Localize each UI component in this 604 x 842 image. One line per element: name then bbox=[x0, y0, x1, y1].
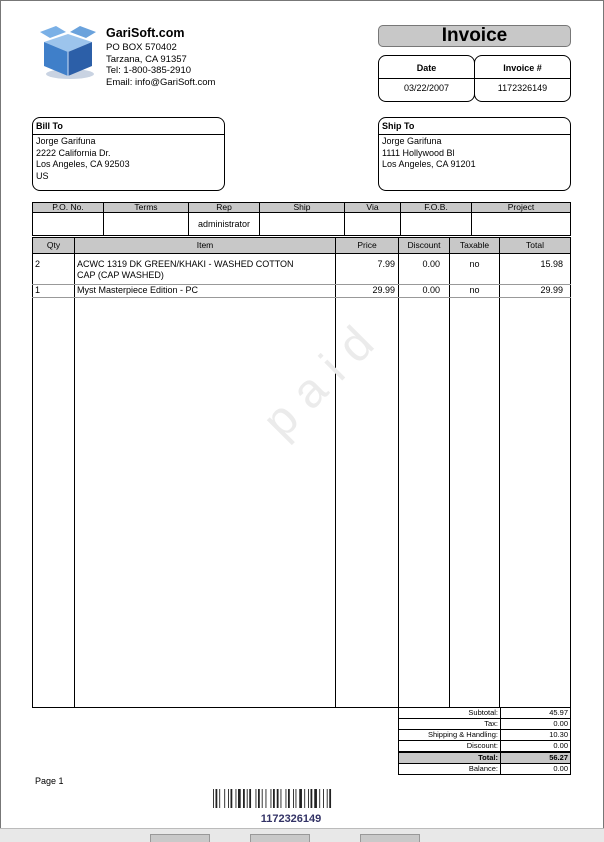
barcode-bar bbox=[311, 789, 313, 808]
barcode-bar bbox=[266, 789, 267, 808]
ship-header: Ship bbox=[259, 202, 345, 213]
ship-value bbox=[259, 212, 345, 236]
ship-to-line: Los Angeles, CA 91201 bbox=[382, 159, 476, 169]
bill-to-line: US bbox=[36, 170, 49, 181]
bill-to-line: Jorge Garifuna bbox=[36, 136, 96, 146]
item-taxable: no bbox=[469, 259, 480, 269]
total-column bbox=[499, 253, 571, 708]
invoice-number-divider bbox=[475, 78, 570, 79]
total-row bbox=[398, 752, 571, 764]
discount-label: Discount: bbox=[466, 741, 498, 750]
invoice-title: Invoice bbox=[378, 25, 571, 47]
shipping-label: Shipping & Handling: bbox=[427, 730, 498, 739]
date-value: 03/22/2007 bbox=[403, 83, 450, 93]
barcode-bar bbox=[249, 789, 251, 808]
total-value: 56.27 bbox=[500, 753, 570, 763]
item-qty: 2 bbox=[35, 259, 41, 269]
project-header: Project bbox=[471, 202, 571, 213]
company-logo bbox=[38, 24, 98, 80]
barcode-bar bbox=[228, 789, 229, 808]
tax-label: Tax: bbox=[484, 719, 498, 728]
barcode-bar bbox=[273, 789, 275, 808]
bill-to-address bbox=[36, 136, 130, 182]
bill-to-box bbox=[32, 117, 225, 191]
item-description-line: CAP (CAP WASHED) bbox=[77, 269, 164, 280]
discount-row bbox=[398, 740, 571, 752]
barcode-bar bbox=[262, 789, 263, 808]
barcode-bar bbox=[213, 789, 214, 808]
bill-to-divider bbox=[33, 134, 224, 135]
barcode-bar bbox=[224, 789, 225, 808]
item-price: 7.99 bbox=[377, 259, 395, 269]
discount-value: 0.00 bbox=[500, 741, 570, 751]
rep-value: administrator bbox=[188, 212, 260, 236]
item-description bbox=[77, 259, 333, 280]
barcode-bar bbox=[299, 789, 302, 808]
page-number: Page 1 bbox=[35, 776, 64, 786]
discount-column bbox=[398, 253, 450, 708]
item-price: 29.99 bbox=[372, 285, 395, 295]
barcode-bar bbox=[327, 789, 328, 808]
taxable-header: Taxable bbox=[449, 237, 500, 254]
row-separator bbox=[32, 297, 571, 298]
barcode-bar bbox=[296, 789, 297, 808]
balance-value: 0.00 bbox=[500, 764, 570, 774]
taxable-column bbox=[449, 253, 500, 708]
subtotal-row bbox=[398, 707, 571, 719]
ship-to-line: Jorge Garifuna bbox=[382, 136, 442, 146]
barcode-bar bbox=[243, 789, 245, 808]
item-total: 29.99 bbox=[540, 285, 563, 295]
company-address1: PO BOX 570402 bbox=[106, 42, 177, 53]
barcode-bar bbox=[277, 789, 279, 808]
project-value bbox=[471, 212, 571, 236]
shipping-value: 10.30 bbox=[500, 730, 570, 740]
balance-row bbox=[398, 763, 571, 775]
fob-value bbox=[400, 212, 472, 236]
terms-header: Terms bbox=[103, 202, 189, 213]
bill-to-line: 2222 California Dr. bbox=[36, 147, 111, 158]
item-header: Item bbox=[74, 237, 336, 254]
shipping-row bbox=[398, 729, 571, 741]
paid-watermark: paid bbox=[252, 306, 394, 449]
price-header: Price bbox=[335, 237, 399, 254]
barcode-bar bbox=[219, 789, 220, 808]
barcode-number: 1172326149 bbox=[260, 813, 322, 825]
invoice-number-value: 1172326149 bbox=[497, 83, 548, 93]
item-qty: 1 bbox=[35, 285, 41, 295]
via-header: Via bbox=[344, 202, 401, 213]
company-name: GariSoft.com bbox=[106, 26, 185, 40]
barcode-bar bbox=[271, 789, 272, 808]
fob-header: F.O.B. bbox=[400, 202, 472, 213]
bill-to-line: Los Angeles, CA 92503 bbox=[36, 159, 130, 169]
barcode-bar bbox=[286, 789, 287, 808]
ship-to-title: Ship To bbox=[382, 121, 415, 131]
item-discount: 0.00 bbox=[422, 259, 440, 269]
date-label: Date bbox=[416, 63, 437, 73]
qty-column bbox=[32, 253, 75, 708]
company-info bbox=[106, 26, 215, 88]
barcode-bar bbox=[281, 789, 282, 808]
ship-to-divider bbox=[379, 134, 570, 135]
barcode-bar bbox=[236, 789, 237, 808]
item-description-line: ACWC 1319 DK GREEN/KHAKI - WASHED COTTON bbox=[77, 259, 294, 269]
item-taxable: no bbox=[469, 285, 480, 295]
item-column bbox=[74, 253, 336, 708]
item-discount: 0.00 bbox=[422, 285, 440, 295]
company-address2: Tarzana, CA 91357 bbox=[106, 53, 187, 65]
company-phone: Tel: 1-800-385-2910 bbox=[106, 65, 192, 76]
rep-header: Rep bbox=[188, 202, 260, 213]
barcode-bar bbox=[258, 789, 260, 808]
page-tab bbox=[360, 834, 420, 842]
barcode-bar bbox=[319, 789, 320, 808]
tax-value: 0.00 bbox=[500, 719, 570, 729]
subtotal-value: 45.97 bbox=[500, 708, 570, 718]
barcode-bar bbox=[247, 789, 248, 808]
po-number-value bbox=[32, 212, 104, 236]
barcode-bar bbox=[231, 789, 233, 808]
barcode-bar bbox=[238, 789, 241, 808]
balance-label: Balance: bbox=[468, 764, 498, 773]
ship-to-box bbox=[378, 117, 571, 191]
page-tab bbox=[250, 834, 310, 842]
invoice-number-label: Invoice # bbox=[503, 63, 542, 73]
barcode-bar bbox=[314, 789, 317, 808]
barcode-bar bbox=[288, 789, 290, 808]
barcode-bar bbox=[304, 789, 305, 808]
total-label: Total: bbox=[478, 753, 498, 762]
barcode-bar bbox=[293, 789, 294, 808]
barcode-bar bbox=[329, 789, 331, 808]
ship-to-address bbox=[382, 136, 476, 171]
invoice-number-box bbox=[474, 55, 571, 102]
barcode-bar bbox=[216, 789, 218, 808]
company-email: Email: info@GariSoft.com bbox=[106, 76, 216, 88]
discount-header: Discount bbox=[398, 237, 450, 254]
date-box bbox=[378, 55, 475, 102]
barcode-bar bbox=[323, 789, 324, 808]
tax-row bbox=[398, 718, 571, 730]
subtotal-label: Subtotal: bbox=[468, 708, 498, 717]
barcode bbox=[213, 789, 369, 808]
page-tab bbox=[150, 834, 210, 842]
barcode-bar bbox=[256, 789, 257, 808]
item-description: Myst Masterpiece Edition - PC bbox=[77, 285, 199, 295]
item-total: 15.98 bbox=[540, 259, 563, 269]
via-value bbox=[344, 212, 401, 236]
ship-to-line: 1111 Hollywood Bl bbox=[382, 147, 455, 158]
total-header: Total bbox=[499, 237, 571, 254]
qty-header: Qty bbox=[32, 237, 75, 254]
po-number-header: P.O. No. bbox=[32, 202, 104, 213]
bill-to-title: Bill To bbox=[36, 121, 63, 131]
barcode-bar bbox=[308, 789, 309, 808]
date-divider bbox=[379, 78, 474, 79]
terms-value bbox=[103, 212, 189, 236]
